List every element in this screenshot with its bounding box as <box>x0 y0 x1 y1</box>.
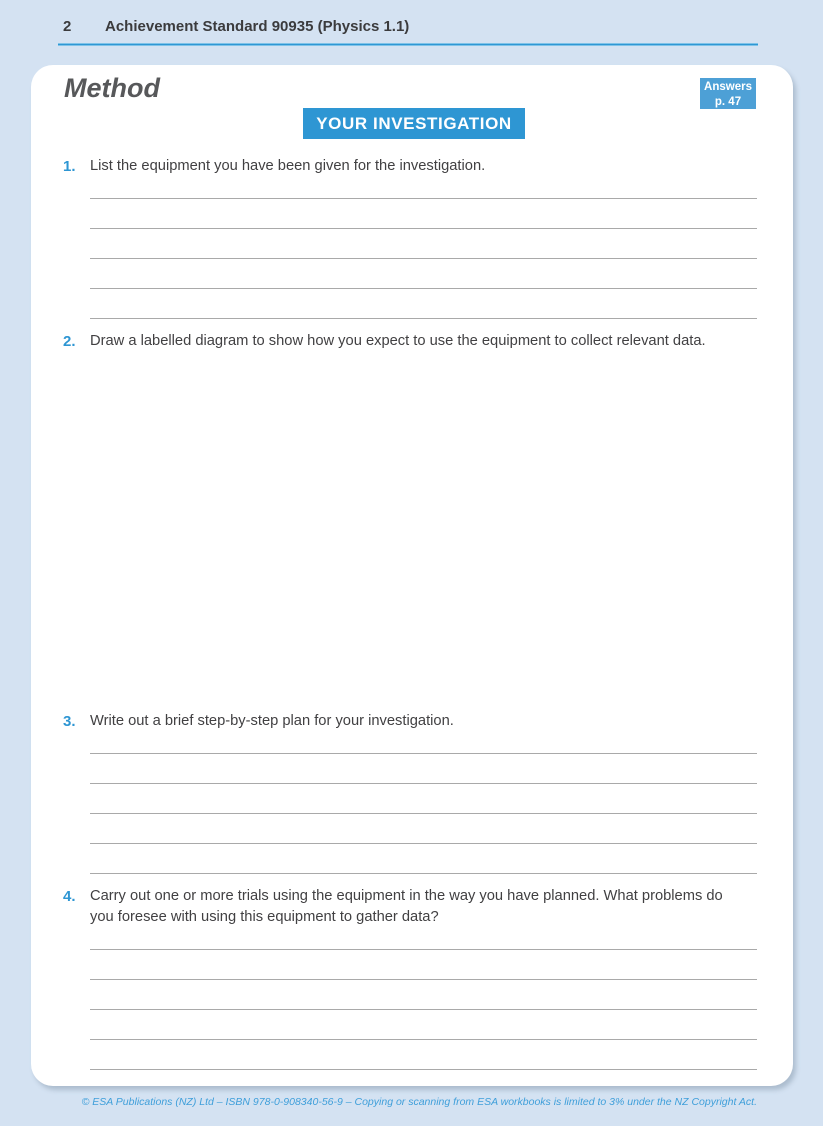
question-3-number: 3. <box>63 713 76 730</box>
question-1-answer-lines <box>90 177 757 319</box>
page-number: 2 <box>63 18 72 35</box>
section-title: Method <box>64 73 160 103</box>
question-3-answer-lines <box>90 732 757 874</box>
question-4-text: Carry out one or more trials using the equipment in the way you have planned. What problems do you foresee with using this equipment to gather data? <box>90 888 723 925</box>
answer-line <box>90 950 757 980</box>
question-2-row <box>63 331 763 352</box>
worksheet-card <box>31 65 793 1086</box>
answer-line <box>90 814 757 844</box>
answer-line <box>90 1010 757 1040</box>
answer-line <box>90 229 757 259</box>
answer-line <box>90 199 757 229</box>
answer-line <box>90 980 757 1010</box>
answer-line <box>90 754 757 784</box>
question-4-number: 4. <box>63 888 76 905</box>
answer-line <box>90 259 757 289</box>
question-2-text: Draw a labelled diagram to show how you expect to use the equipment to collect relevant data. <box>90 333 706 349</box>
question-3-row <box>63 711 763 732</box>
answer-line <box>90 732 757 754</box>
question-3-text: Write out a brief step-by-step plan for your investigation. <box>90 713 454 729</box>
header-rule <box>58 43 758 46</box>
question-2-drawing-space <box>63 352 763 702</box>
question-4-row <box>63 886 763 928</box>
investigation-banner <box>303 108 525 139</box>
copyright-footer: © ESA Publications (NZ) Ltd – ISBN 978-0-908340-56-9 – Copying or scanning from ESA workbooks is limited to 3% under the NZ Copyright Act. <box>81 1096 757 1108</box>
answers-badge <box>700 78 756 109</box>
question-1 <box>63 156 763 319</box>
answer-line <box>90 289 757 319</box>
answers-badge-line1: Answers <box>704 81 752 93</box>
answer-line <box>90 1040 757 1070</box>
question-4 <box>63 886 763 1070</box>
investigation-banner-label: YOUR INVESTIGATION <box>316 113 512 133</box>
question-2 <box>63 331 763 702</box>
question-4-answer-lines <box>90 928 757 1070</box>
answer-line <box>90 177 757 199</box>
answers-badge-line2: p. 47 <box>714 95 742 108</box>
answer-line <box>90 928 757 950</box>
question-1-row <box>63 156 763 177</box>
question-1-number: 1. <box>63 158 76 175</box>
answer-line <box>90 844 757 874</box>
answer-line <box>90 784 757 814</box>
question-1-text: List the equipment you have been given for the investigation. <box>90 158 486 174</box>
question-3 <box>63 711 763 874</box>
page-title: Achievement Standard 90935 (Physics 1.1) <box>105 18 410 35</box>
question-2-number: 2. <box>63 333 76 350</box>
